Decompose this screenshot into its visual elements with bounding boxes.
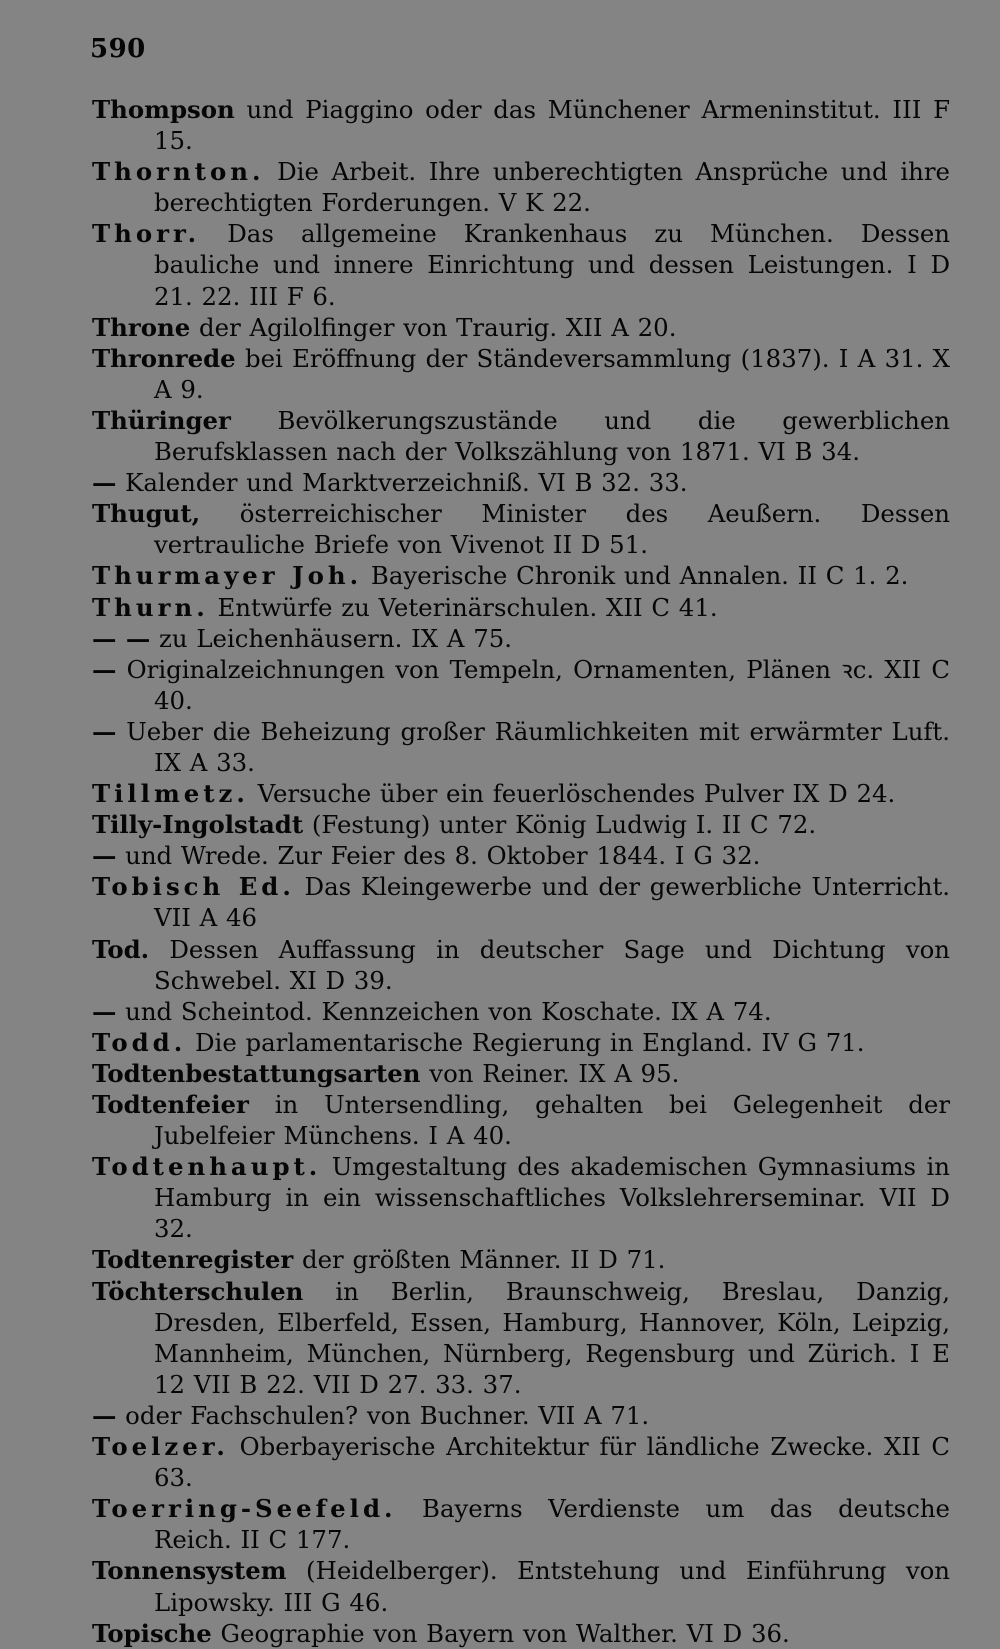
entry-text: der Agilolfinger von Traurig. XII A 20.: [190, 312, 677, 342]
index-entry: [92, 1058, 950, 1089]
index-entry: [92, 996, 950, 1027]
entry-text: der größten Männer. II D 71.: [293, 1245, 666, 1275]
entry-heading: — —: [92, 623, 151, 653]
index-entry: [92, 871, 950, 933]
index-entry: [92, 156, 950, 218]
entry-text: Originalzeichnungen von Tempeln, Ornamenten, Plänen ꝛc. XII C 40.: [116, 654, 950, 715]
entry-heading: Todtenfeier: [92, 1090, 249, 1119]
entry-heading: Toelzer.: [92, 1432, 229, 1462]
entry-heading: Tilly-Ingolstadt: [92, 810, 304, 840]
index-entry: [92, 1555, 950, 1617]
index-entry: [92, 1276, 950, 1400]
entry-text: in Untersendling, gehalten bei Gelegenheit der Jubelfeier Münchens. I A 40.: [154, 1090, 950, 1151]
index-entry: [92, 405, 950, 467]
entry-text: Oberbayerische Architektur für ländliche Zwecke. XII C 63.: [154, 1432, 950, 1493]
entry-text: (Heidelberger). Entstehung und Einführung von Lipowsky. III G 46.: [154, 1556, 950, 1617]
entry-heading: Thornton.: [92, 157, 265, 187]
entry-text: bei Eröffnung der Ständeversammlung (1837). I A 31. X A 9.: [154, 343, 950, 404]
index-entry: [92, 1618, 950, 1649]
index-entry: [92, 1089, 950, 1151]
entry-text: Versuche über ein feuerlöschendes Pulver IX D 24.: [248, 779, 896, 809]
index-entry: [92, 467, 950, 498]
entry-text: und Wrede. Zur Feier des 8. Oktober 1844. I G 32.: [116, 841, 761, 871]
entry-text: und Piaggino oder das Münchener Armeninstitut. III F 15.: [154, 95, 950, 156]
entry-text: österreichischer Minister des Aeußern. Dessen vertrauliche Briefe von Vivenot II D 51.: [154, 499, 950, 560]
entry-heading: Tonnensystem: [92, 1556, 287, 1586]
entry-text: Die parlamentarische Regierung in England. IV G 71.: [186, 1027, 865, 1057]
entry-heading: Thompson: [92, 95, 235, 124]
entry-text: Ueber die Beheizung großer Räumlichkeiten mit erwärmter Luft. IX A 33.: [116, 716, 950, 777]
entry-heading: Tillmetz.: [92, 779, 249, 809]
entry-heading: —: [92, 716, 117, 746]
entry-text: (Festung) unter König Ludwig I. II C 72.: [303, 810, 817, 840]
index-entry: [92, 1244, 950, 1275]
index-entry: [92, 1431, 950, 1493]
entry-text: Bayerns Verdienste um das deutsche Reich. II C 177.: [154, 1494, 950, 1555]
index-entry: [92, 592, 950, 623]
entry-heading: Thurmayer Joh.: [92, 561, 363, 591]
entry-heading: —: [92, 996, 117, 1026]
index-entry: [92, 498, 950, 560]
entry-text: zu Leichenhäusern. IX A 75.: [150, 623, 512, 653]
index-entry: [92, 1400, 950, 1431]
index-entry: [92, 218, 950, 311]
entry-text: in Berlin, Braunschweig, Breslau, Danzig, Dresden, Elberfeld, Essen, Hamburg, Hannover, Köln, Leipzig, Mannheim, München, Nürnberg, Regensburg und Zürich. I E 12 VII B 22. VII D 27. 33. 37.: [154, 1276, 950, 1399]
entry-text: Das Kleingewerbe und der gewerbliche Unterricht. VII A 46: [154, 872, 951, 933]
entry-heading: Todtenbestattungsarten: [92, 1058, 421, 1088]
entry-heading: Thorr.: [92, 219, 201, 249]
entry-text: Das allgemeine Krankenhaus zu München. Dessen bauliche und innere Einrichtung und dessen Leistungen. I D 21. 22. III F 6.: [154, 219, 950, 311]
index-entry: [92, 778, 950, 809]
index-entry: [92, 623, 950, 654]
entry-heading: —: [92, 654, 117, 684]
index-entry: [92, 654, 950, 716]
entry-heading: —: [92, 1400, 117, 1430]
page-number: 590: [90, 34, 146, 64]
index-entry: [92, 934, 950, 996]
entry-heading: Todd.: [92, 1027, 187, 1057]
entry-text: oder Fachschulen? von Buchner. VII A 71.: [116, 1400, 650, 1430]
entry-heading: Töchterschulen: [92, 1276, 304, 1306]
entry-text: Bevölkerungszustände und die gewerblichen Berufsklassen nach der Volkszählung von 1871. VI B 34.: [154, 405, 950, 467]
entry-text: Dessen Auffassung in deutscher Sage und Dichtung von Schwebel. XI D 39.: [149, 934, 950, 995]
entry-text: Umgestaltung des akademischen Gymnasiums in Hamburg in ein wissenschaftliches Volkslehrerseminar. VII D 32.: [154, 1152, 950, 1244]
index-entry: [92, 312, 950, 343]
entry-heading: Tod.: [92, 934, 150, 964]
entry-heading: Thugut,: [92, 499, 201, 529]
entry-heading: Todtenhaupt.: [92, 1152, 322, 1182]
entry-heading: Thronrede: [92, 343, 236, 373]
index-entry: [92, 1151, 950, 1244]
entry-text: von Reiner. IX A 95.: [420, 1058, 680, 1088]
index-entry: [92, 809, 950, 840]
index-entry: [92, 1027, 950, 1058]
index-entry: [92, 1493, 950, 1555]
entry-text: Entwürfe zu Veterinärschulen. XII C 41.: [208, 592, 718, 622]
entry-heading: Tobisch Ed.: [92, 872, 295, 902]
entry-text: Geographie von Bayern von Walther. VI D 36.: [211, 1618, 790, 1648]
entry-heading: Thurn.: [92, 592, 209, 622]
entry-heading: Todtenregister: [92, 1245, 294, 1275]
entry-heading: Topische: [92, 1618, 212, 1648]
index-entry: [92, 94, 950, 156]
entry-text: Kalender und Marktverzeichniß. VI B 32. 33.: [116, 468, 688, 498]
entry-text: Bayerische Chronik und Annalen. II C 1. 2.: [362, 561, 909, 591]
entry-text: und Scheintod. Kennzeichen von Koschate. IX A 74.: [116, 996, 772, 1026]
index-entries: [92, 94, 950, 1649]
entry-heading: —: [92, 468, 117, 498]
entry-heading: Throne: [92, 312, 191, 342]
entry-heading: —: [92, 841, 117, 871]
entry-heading: Thüringer: [92, 405, 231, 435]
index-entry: [92, 343, 950, 405]
index-entry: [92, 840, 950, 871]
index-entry: [92, 716, 950, 778]
entry-text: Die Arbeit. Ihre unberechtigten Ansprüche und ihre berechtigten Forderungen. V K 22.: [154, 157, 950, 218]
entry-heading: Toerring-Seefeld.: [92, 1494, 397, 1524]
index-entry: [92, 560, 950, 591]
